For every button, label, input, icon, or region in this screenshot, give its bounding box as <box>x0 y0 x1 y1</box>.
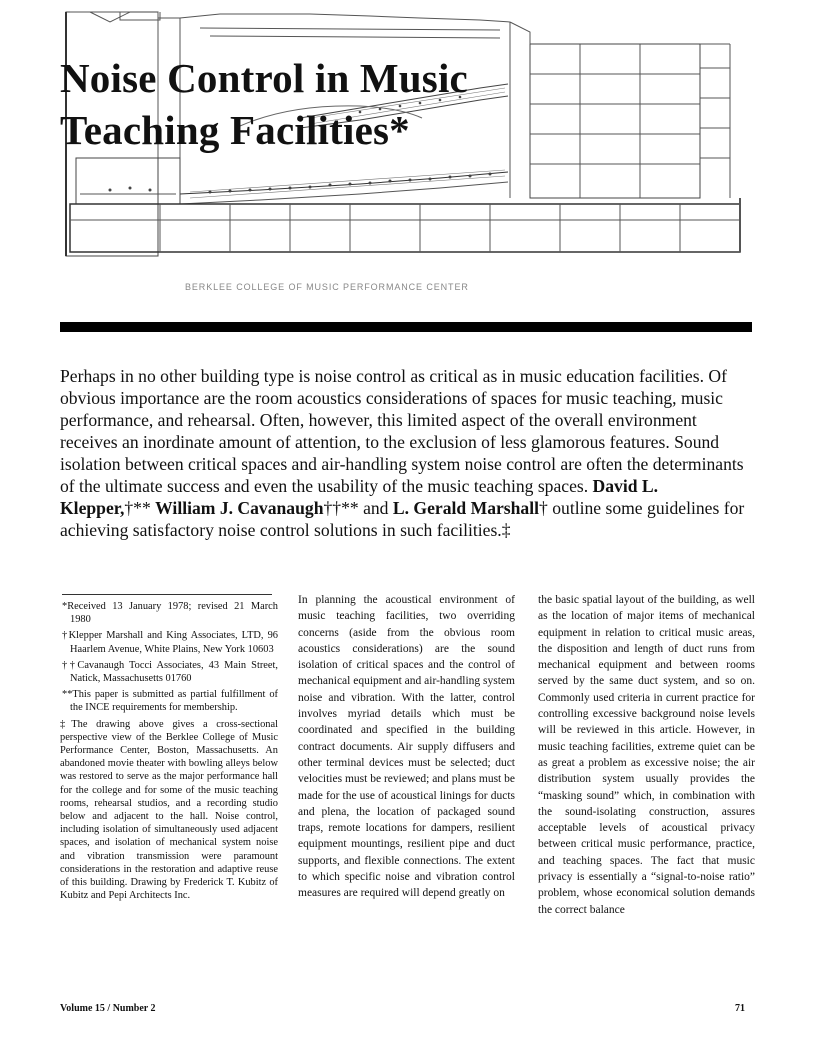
page-number: 71 <box>735 1003 745 1014</box>
article-title <box>60 52 468 156</box>
lead-paragraph <box>60 365 750 541</box>
footnote-klepper: †Klepper Marshall and King Associates, LTD, 96 Haarlem Avenue, White Plains, New York 10603 <box>62 630 278 655</box>
footnote-received: *Received 13 January 1978; revised 21 March 1980 <box>62 601 278 626</box>
lead-and: and <box>363 498 393 518</box>
footnote-rule <box>62 594 272 595</box>
author-1: David L. Klepper, <box>60 476 659 518</box>
footnote-drawing: ‡The drawing above gives a cross-sectional perspective view of the Berklee College of Music Performance Center, Boston, Massachusetts. An abandoned movie theater with bowling alleys below was restored to serve as the major performance hall for the college and for some of the music teaching rooms, rehearsal studios, and a recording studio below and adjacent to the hall. Noise control, including isolation of simultaneously used adjacent spaces, and isolation of mechanical system noise and vibration transmission were paramount considerations in the restoration and adaptive reuse of this building. Drawing by Frederick T. Kubitz of Kubitz and Pepi Architects Inc. <box>60 718 278 902</box>
drawing-caption: BERKLEE COLLEGE OF MUSIC PERFORMANCE CENTER <box>185 282 469 292</box>
title-line-1: Noise Control in Music <box>60 55 468 101</box>
lead-end: outline some guidelines for achieving satisfactory noise control solutions in such facilities.‡ <box>60 498 745 540</box>
author-3-mark: † <box>539 498 553 518</box>
footnote-ince: **This paper is submitted as partial fulfillment of the INCE requirements for membership. <box>62 689 278 714</box>
body-column-3: the basic spatial layout of the building, as well as the location of major items of mechanical equipment in relation to critical music areas, the disposition and length of duct runs from mechanical equipment and between rooms served by the same duct system, and so on. Commonly used criteria in current practice for controlling excessive background noise levels will be reviewed in this article. However, in music teaching facilities, extreme quiet can be as great a problem as excessive noise; the air distribution system usually provides the “masking sound” which, in combination with the sound-isolating construction, assures acceptable levels of acoustical privacy between critical music performance, practice, and teaching spaces. The fact that music privacy is essentially a “signal-to-noise ratio” problem, whose economical solution demands the correct balance <box>538 594 755 916</box>
author-2-mark: ††** <box>323 498 364 518</box>
journal-volume: Volume 15 / Number 2 <box>60 1003 156 1014</box>
author-1-mark: †** <box>124 498 156 518</box>
heavy-rule <box>60 322 752 332</box>
lead-intro: Perhaps in no other building type is noise control as critical as in music education facilities. Of obvious importance are the room acoustics considerations of spaces for music teaching, music performance, and rehearsal. Often, however, this limited aspect of the overall environment receives an inordinate amount of attention, to the exclusion of less glamorous features. Sound isolation between critical spaces and air-handling system noise control are often the determinants of the ultimate success and even the usability of the music teaching spaces. <box>60 366 744 496</box>
footnote-cavanaugh: ††Cavanaugh Tocci Associates, 43 Main Street, Natick, Massachusetts 01760 <box>62 659 278 685</box>
author-2: William J. Cavanaugh <box>155 498 324 518</box>
author-3: L. Gerald Marshall <box>392 498 540 518</box>
title-line-2: Teaching Facilities* <box>60 107 410 153</box>
footnotes <box>60 600 278 905</box>
body-column-2: In planning the acoustical environment of music teaching facilities, two overriding concerns (aside from the obvious room acoustics considerations) are the sound isolation of critical spaces and the control of mechanical equipment and air-handling system noise and vibration. With the latter, control involves myriad details which must be coordinated and specified in the building contract documents. Air supply diffusers and other terminal devices must be selected; duct velocities must be reviewed; and plans must be made for the use of acoustical linings for ducts and plena, the location of packaged sound traps, remote locations for dampers, resilient equipment mountings, resilient pipe and duct supports, and flexible connections. The extent to which specific noise and vibration control measures are required will depend greatly on <box>298 594 515 900</box>
